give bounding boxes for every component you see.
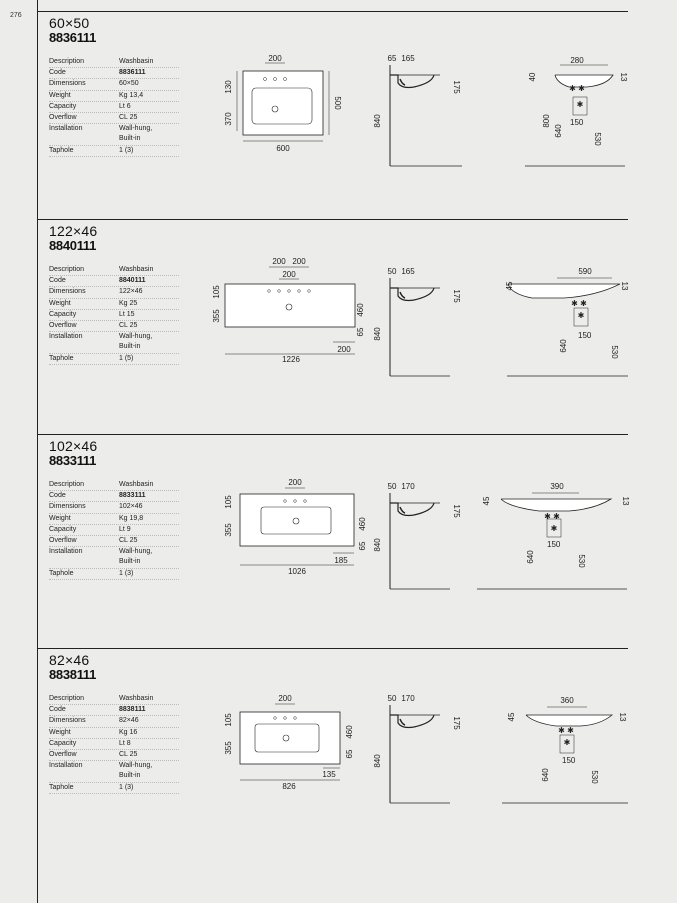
product-code: 8833111 bbox=[49, 453, 97, 468]
spec-row-capacity: Capacity Lt 9 bbox=[49, 525, 179, 536]
dim-side-h: 175 bbox=[452, 504, 461, 518]
spec-row-overflow: Overflow CL 25 bbox=[49, 750, 179, 761]
dim-height-top: 105 bbox=[224, 713, 233, 727]
dim-front-h3: 530 bbox=[610, 345, 619, 359]
product-size: 122×46 bbox=[49, 223, 98, 239]
dim-height-low: 355 bbox=[212, 309, 221, 323]
dim-front-w: 360 bbox=[560, 696, 574, 705]
dim-front-w: 390 bbox=[550, 482, 564, 491]
dim-front-l: 45 bbox=[505, 281, 514, 291]
top-view-drawing bbox=[217, 690, 357, 795]
dim-top-width: 200 bbox=[278, 694, 292, 703]
svg-text:✱ ✱: ✱ ✱ bbox=[569, 84, 585, 93]
dim-front-mid: 150 bbox=[578, 331, 592, 340]
dim-front-h3: 530 bbox=[590, 770, 599, 784]
product-section-4 bbox=[37, 648, 628, 848]
svg-text:✱ ✱: ✱ ✱ bbox=[571, 299, 587, 308]
spec-table bbox=[49, 694, 179, 794]
dim-front-h2: 640 bbox=[541, 768, 550, 782]
dim-side-a: 50 bbox=[387, 482, 397, 491]
product-size: 60×50 bbox=[49, 15, 90, 31]
dim-front-mid: 150 bbox=[547, 540, 561, 549]
dim-depth: 460 bbox=[345, 725, 354, 739]
dim-side-b: 165 bbox=[401, 54, 415, 63]
dim-side-b: 170 bbox=[401, 694, 415, 703]
side-view-drawing bbox=[370, 264, 470, 386]
product-code: 8840111 bbox=[49, 238, 97, 253]
spec-row-weight: Weight Kg 13,4 bbox=[49, 91, 179, 102]
dim-depth-b: 65 bbox=[358, 541, 367, 551]
svg-text:✱: ✱ bbox=[577, 311, 585, 320]
spec-row-capacity: Capacity Lt 8 bbox=[49, 739, 179, 750]
dim-front-r: 13 bbox=[619, 72, 628, 82]
dim-height-low: 355 bbox=[224, 741, 233, 755]
dim-front-l: 45 bbox=[507, 712, 516, 722]
dim-front-l: 40 bbox=[528, 72, 537, 82]
dim-side-h: 175 bbox=[452, 80, 461, 94]
side-view-drawing bbox=[370, 479, 470, 601]
svg-text:✱: ✱ bbox=[563, 738, 571, 747]
spec-row-description: Description Washbasin bbox=[49, 57, 179, 68]
dim-front-w: 280 bbox=[570, 56, 584, 65]
spec-row-installation: Installation Wall-hung, Built-in bbox=[49, 547, 179, 568]
dim-top-width: 200 bbox=[288, 478, 302, 487]
spec-table bbox=[49, 57, 179, 157]
section-divider bbox=[37, 434, 628, 435]
spec-row-description: Description Washbasin bbox=[49, 265, 179, 276]
dim-side-floor: 840 bbox=[373, 754, 382, 768]
front-view-drawing bbox=[462, 264, 628, 386]
dim-bottom-r: 185 bbox=[334, 556, 348, 565]
dim-height-top: 105 bbox=[212, 285, 221, 299]
dim-depth: 460 bbox=[356, 303, 365, 317]
spec-row-taphole: Taphole 1 (5) bbox=[49, 354, 179, 365]
page-number: 276 bbox=[10, 12, 22, 19]
product-section-1 bbox=[37, 11, 628, 216]
dim-front-mid: 150 bbox=[562, 756, 576, 765]
svg-text:✱: ✱ bbox=[576, 100, 584, 109]
top-view-drawing bbox=[217, 51, 342, 156]
dim-side-b: 170 bbox=[401, 482, 415, 491]
product-section-2 bbox=[37, 219, 628, 431]
spec-row-code: Code 8840111 bbox=[49, 276, 179, 287]
svg-text:✱: ✱ bbox=[550, 524, 558, 533]
spec-row-code: Code 8836111 bbox=[49, 68, 179, 79]
product-size: 82×46 bbox=[49, 652, 90, 668]
spec-row-installation: Installation Wall-hung, Built-in bbox=[49, 124, 179, 145]
dim-depth: 460 bbox=[358, 517, 367, 531]
dim-top-b: 200 bbox=[292, 257, 306, 266]
product-section-3 bbox=[37, 434, 628, 646]
svg-text:✱ ✱: ✱ ✱ bbox=[544, 512, 560, 521]
dim-depth-b: 65 bbox=[345, 749, 354, 759]
dim-front-r: 13 bbox=[618, 712, 627, 722]
dim-side-a: 50 bbox=[387, 267, 397, 276]
dim-front-w: 590 bbox=[578, 267, 592, 276]
dim-side-h: 175 bbox=[452, 716, 461, 730]
dim-side-a: 50 bbox=[387, 694, 397, 703]
side-view-drawing bbox=[370, 51, 470, 173]
section-divider bbox=[37, 11, 628, 12]
dim-depth-b: 65 bbox=[356, 327, 365, 337]
dim-height-top: 130 bbox=[224, 80, 233, 94]
spec-row-overflow: Overflow CL 25 bbox=[49, 113, 179, 124]
spec-row-dimensions: Dimensions 82×46 bbox=[49, 716, 179, 727]
spec-row-capacity: Capacity Lt 6 bbox=[49, 102, 179, 113]
spec-row-installation: Installation Wall-hung, Built-in bbox=[49, 761, 179, 782]
dim-top-c: 200 bbox=[282, 270, 296, 279]
spec-table bbox=[49, 265, 179, 365]
dim-side-b: 165 bbox=[401, 267, 415, 276]
dim-side-h: 175 bbox=[452, 289, 461, 303]
spec-row-code: Code 8833111 bbox=[49, 491, 179, 502]
spec-row-taphole: Taphole 1 (3) bbox=[49, 783, 179, 794]
spec-row-overflow: Overflow CL 25 bbox=[49, 536, 179, 547]
front-view-drawing bbox=[477, 479, 630, 601]
dim-front-r: 13 bbox=[621, 496, 630, 506]
dim-front-h3: 530 bbox=[577, 554, 586, 568]
spec-row-code: Code 8838111 bbox=[49, 705, 179, 716]
product-size: 102×46 bbox=[49, 438, 98, 454]
dim-top-a: 200 bbox=[272, 257, 286, 266]
spec-row-taphole: Taphole 1 (3) bbox=[49, 146, 179, 157]
dim-side-floor: 840 bbox=[373, 114, 382, 128]
dim-width: 1226 bbox=[282, 355, 300, 364]
dim-height-low: 370 bbox=[224, 112, 233, 126]
spec-row-overflow: Overflow CL 25 bbox=[49, 321, 179, 332]
top-view-drawing bbox=[207, 254, 367, 364]
dim-front-h3: 530 bbox=[593, 132, 602, 146]
front-view-drawing bbox=[525, 51, 628, 173]
front-view-drawing bbox=[492, 691, 628, 813]
dim-bottom-r: 135 bbox=[322, 770, 336, 779]
dim-front-h2: 640 bbox=[559, 339, 568, 353]
spec-row-dimensions: Dimensions 122×46 bbox=[49, 287, 179, 298]
product-code: 8838111 bbox=[49, 667, 97, 682]
dim-bottom-r: 200 bbox=[337, 345, 351, 354]
dim-front-r: 13 bbox=[620, 281, 629, 291]
dim-width: 826 bbox=[282, 782, 296, 791]
dim-front-l: 45 bbox=[482, 496, 491, 506]
spec-row-description: Description Washbasin bbox=[49, 480, 179, 491]
spec-row-weight: Weight Kg 19,8 bbox=[49, 514, 179, 525]
spec-row-dimensions: Dimensions 60×50 bbox=[49, 79, 179, 90]
spec-row-taphole: Taphole 1 (3) bbox=[49, 569, 179, 580]
dim-front-h2: 640 bbox=[554, 124, 563, 138]
dim-front-mid: 150 bbox=[570, 118, 584, 127]
spec-row-weight: Weight Kg 16 bbox=[49, 728, 179, 739]
spec-row-installation: Installation Wall-hung, Built-in bbox=[49, 332, 179, 353]
dim-width: 600 bbox=[276, 144, 290, 153]
dim-front-h2: 640 bbox=[526, 550, 535, 564]
spec-row-capacity: Capacity Lt 15 bbox=[49, 310, 179, 321]
top-view-drawing bbox=[217, 474, 367, 579]
dim-depth: 500 bbox=[333, 96, 342, 110]
dim-side-floor: 840 bbox=[373, 538, 382, 552]
dim-front-h1: 800 bbox=[542, 114, 551, 128]
dim-top-width: 200 bbox=[268, 54, 282, 63]
product-code: 8836111 bbox=[49, 30, 97, 45]
dim-height-top: 105 bbox=[224, 495, 233, 509]
svg-text:✱ ✱: ✱ ✱ bbox=[558, 726, 574, 735]
dim-side-a: 65 bbox=[387, 54, 397, 63]
dim-side-floor: 840 bbox=[373, 327, 382, 341]
spec-row-description: Description Washbasin bbox=[49, 694, 179, 705]
section-divider bbox=[37, 648, 628, 649]
spec-row-dimensions: Dimensions 102×46 bbox=[49, 502, 179, 513]
spec-table bbox=[49, 480, 179, 580]
spec-row-weight: Weight Kg 25 bbox=[49, 299, 179, 310]
side-view-drawing bbox=[370, 691, 470, 813]
dim-width: 1026 bbox=[288, 567, 306, 576]
section-divider bbox=[37, 219, 628, 220]
dim-height-low: 355 bbox=[224, 523, 233, 537]
